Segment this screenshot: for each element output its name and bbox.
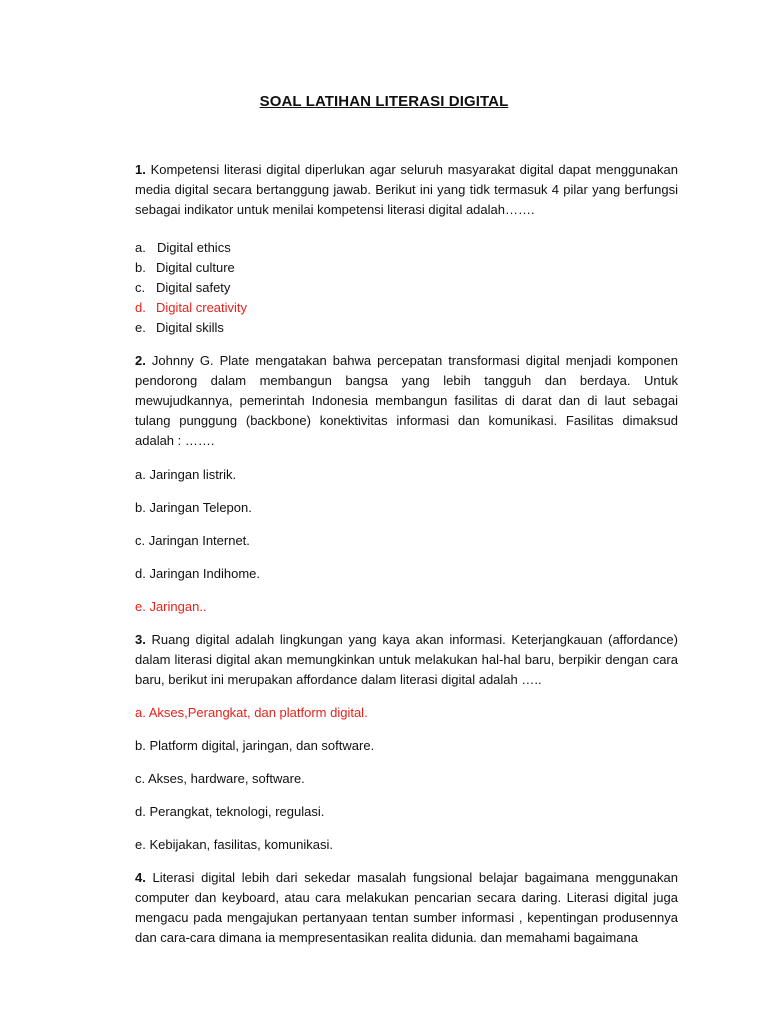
document-content <box>135 160 678 948</box>
option-b: b. Digital culture <box>135 260 235 275</box>
option-a: a. Jaringan listrik. <box>135 467 237 482</box>
question-1 <box>135 160 678 220</box>
option-d-answer: d. Digital creativity <box>135 300 248 315</box>
question-1-options <box>135 238 678 338</box>
option-b: b. Jaringan Telepon. <box>135 500 252 515</box>
option-c: c. Akses, hardware, software. <box>135 771 305 786</box>
question-4 <box>135 868 678 948</box>
question-text: Johnny G. Plate mengatakan bahwa percepatan transformasi digital menjadi komponen pendorong dalam membangun bangsa yang lebih tangguh dan berdaya. Untuk mewujudkannya, pemerintah Indonesia membangun fasilitas di darat dan di laut sebagai tulang punggung (backbone) konektivitas informasi dan komunikasi. Fasilitas dimaksud adalah : ……. <box>135 353 678 448</box>
option-d: d. Jaringan Indihome. <box>135 566 261 581</box>
question-number: 1. <box>135 162 146 177</box>
option-c: c. Digital safety <box>135 280 231 295</box>
question-2 <box>135 351 678 451</box>
question-text: Literasi digital lebih dari sekedar masalah fungsional belajar bagaimana menggunakan computer dan keyboard, atau cara melakukan pencarian secara daring. Literasi digital juga mengacu pada mengajukan pertanyaan tentan sumber informasi , kepentingan produsennya dan cara-cara dimana ia mempresentasikan realita didunia. dan memahami bagaimana <box>135 870 678 945</box>
question-text: Kompetensi literasi digital diperlukan agar seluruh masyarakat digital dapat menggunakan media digital secara bertanggung jawab. Berikut ini yang tidk termasuk 4 pilar yang berfungsi sebagai indikator untuk menilai kompetensi literasi digital adalah……. <box>135 162 678 217</box>
option-a: a. Digital ethics <box>135 240 231 255</box>
option-a-answer: a. Akses,Perangkat, dan platform digital. <box>135 705 368 720</box>
document-title: SOAL LATIHAN LITERASI DIGITAL <box>259 93 509 110</box>
option-b: b. Platform digital, jaringan, dan software. <box>135 738 375 753</box>
option-e: e. Digital skills <box>135 320 224 335</box>
question-number: 4. <box>135 870 146 885</box>
question-number: 2. <box>135 353 146 368</box>
question-text: Ruang digital adalah lingkungan yang kaya akan informasi. Keterjangkauan (affordance) dalam literasi digital akan memungkinkan untuk melakukan hal-hal baru, berpikir dengan cara baru, berikut ini merupakan affordance dalam literasi digital adalah ….. <box>135 632 678 687</box>
question-3 <box>135 630 678 690</box>
option-e-answer: e. Jaringan.. <box>135 599 207 614</box>
option-d: d. Perangkat, teknologi, regulasi. <box>135 804 325 819</box>
option-c: c. Jaringan Internet. <box>135 533 250 548</box>
question-number: 3. <box>135 632 146 647</box>
option-e: e. Kebijakan, fasilitas, komunikasi. <box>135 837 333 852</box>
